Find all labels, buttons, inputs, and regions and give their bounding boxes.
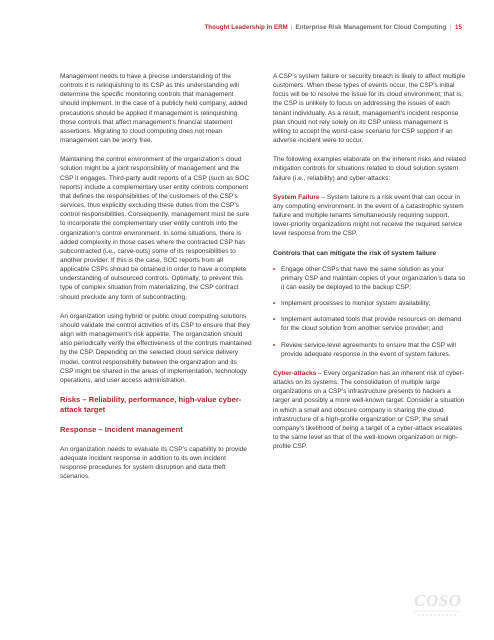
header-section: Thought Leadership in ERM [204, 24, 288, 31]
list-item [273, 315, 466, 333]
list-item [273, 299, 466, 308]
header-separator-2: | [449, 24, 452, 31]
logo-tagline-mark [418, 614, 458, 616]
list-item-text: Engage other CSPs that have the same solution as your primary CSP and maintain copies of your organization’s data so it can easily be deployed to the backup CSP; [281, 265, 466, 292]
section-heading-response: Response – Incident management [60, 425, 183, 434]
system-failure-text: – System failure is a risk event that can occur in any computing environment. In the event of a catastrophic system failure and multiple tenants simultaneously requiring support, lower-priority organizations might not receive the required service level response from the CSP. [273, 193, 464, 238]
paragraph: Management needs to have a precise understanding of the controls it is relinquishing to its CSP as this understanding will determine the specific monitoring controls that management should implement. In the case of a publicly held company, added precautions should be applied if management is relinquishing those controls that affect management’s financial statement assertions. Migrating to cloud computing does not mean management can be worry free. [60, 73, 248, 145]
right-column [273, 72, 466, 461]
header-title: Enterprise Risk Management for Cloud Computing [295, 24, 447, 31]
section-heading-risks: Risks – Reliability, performance, high-value cyber-attack target [60, 395, 242, 414]
list-item [273, 341, 466, 359]
list-item-text: Implement processes to monitor system availability; [281, 300, 431, 308]
system-failure-paragraph [273, 193, 466, 239]
paragraph: An organization using hybrid or public cloud computing solutions should validate the control activities of its CSP to ensure that they align with management’s risk appetite. The organization should also periodically verify the effectiveness of the controls maintained by the CSP. Depending on the selected cloud service delivery model, control responsibility between the organization and its CSP might be shared in the areas of implementation, technology operations, and user access administration. [60, 312, 252, 384]
paragraph: A CSP’s system failure or security breach is likely to affect multiple customers. When these types of events occur, the CSP’s initial focus will be to resolve the issue for its cloud environment; that is, the CSP is unlikely to focus on addressing the issues of each tenant individually. As a result, management’s incident response plan should not rely solely on its CSP unless management is willing to accept the worst-case scenario for CSP support if an adverse incident were to occur. [273, 73, 466, 145]
bullet-icon: • [273, 316, 276, 324]
paragraph: The following examples elaborate on the inherent risks and related mitigation controls for situations related to cloud solution system failure (i.e., reliability) and cyber-attacks: [273, 156, 466, 182]
list-item-text: Implement automated tools that provide resources on demand for the cloud solution from another service provider; and [281, 316, 462, 333]
cyber-attacks-paragraph [273, 369, 466, 451]
cyber-attacks-text: – Every organization has an inherent risk of cyber-attacks on its systems. The consolidation of multiple large organizations on a CSP’s infrastructure presents to hackers a larger and possibly a more well-known target. Consider a situation in which a small and obscure company is sharing the cloud infrastructure of a high-profile organization or CSP; the small company’s likelihood of being a target of a cyber-attack escalates to the same level as that of the well-known organization or high-profile CSP. [273, 369, 465, 451]
header-separator: | [290, 24, 293, 31]
paragraph: Maintaining the control environment of the organization’s cloud solution might be a joint responsibility of management and the CSP it engages. Third-party audit reports of a CSP (such as SOC reports) include a complementary user entity controls component that defines the responsibilities of the customers of the CSP’s services, thus explicitly excluding these duties from the CSP’s control responsibilities. Consequently, management must be sure to incorporate the complementary user entity controls into the organization’s control environment. In some situations, there is added complexity in those cases where the contracted CSP has subcontracted (i.e., carve-outs) some of its responsibilities to another provider. If this is the case, SOC reports from all applicable CSPs should be obtained in order to have a complete understanding of outsourced controls. Optimally, to prevent this type of complex situation from materializing, the CSP contract should preclude any form of subcontracting. [60, 156, 250, 301]
system-failure-label: System Failure [273, 193, 320, 201]
logo-wordmark: COSO [414, 591, 462, 610]
list-item [273, 265, 466, 292]
page-number: 15 [455, 24, 462, 31]
running-header [204, 24, 462, 31]
left-column [60, 72, 252, 492]
controls-list [273, 265, 466, 359]
bullet-icon: • [273, 300, 276, 308]
paragraph: An organization needs to evaluate its CSP’s capability to provide adequate incident response in addition to its own incident response procedures for system disruption and data theft scenarios. [60, 446, 247, 481]
bullet-icon: • [273, 341, 276, 349]
coso-logo [414, 592, 462, 620]
logo-rule [414, 611, 462, 612]
bullet-icon: • [273, 265, 276, 273]
list-item-text: Review service-level agreements to ensure that the CSP will provide adequate response in the event of system failures. [281, 341, 456, 358]
cyber-attacks-label: Cyber-attacks [273, 369, 317, 377]
controls-heading: Controls that can mitigate the risk of system failure [273, 249, 437, 257]
